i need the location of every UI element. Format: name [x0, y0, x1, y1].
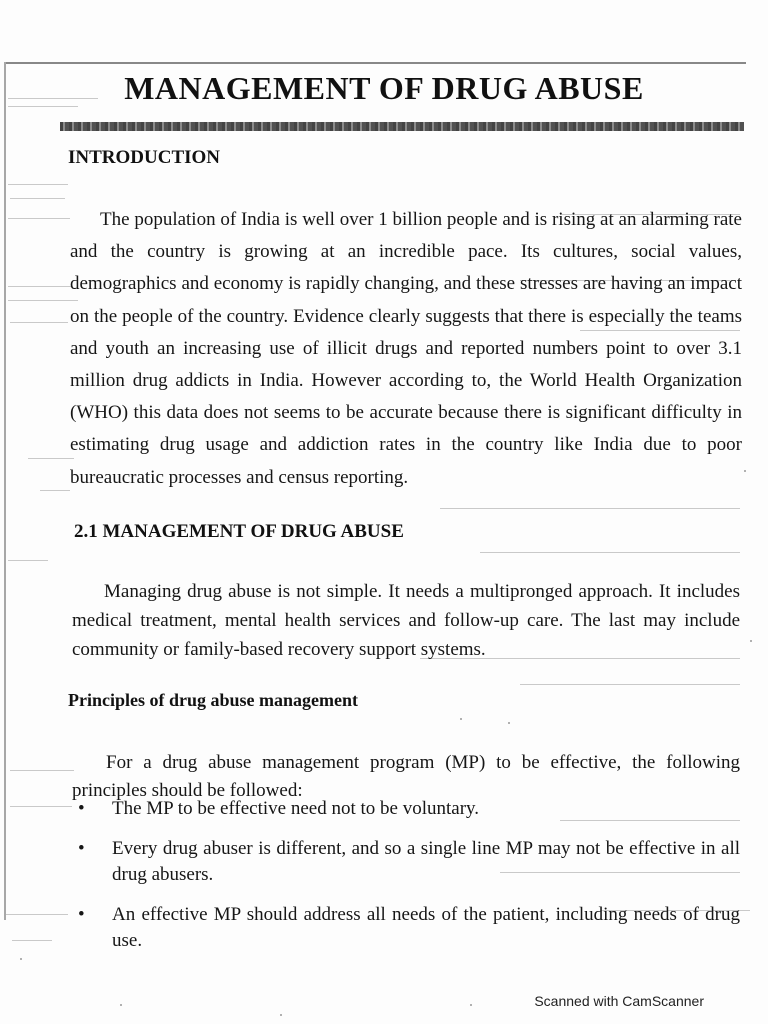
scan-streak	[10, 806, 72, 807]
scan-speck	[750, 640, 752, 642]
scan-streak	[10, 322, 68, 323]
scan-streak	[440, 508, 740, 509]
scan-streak	[8, 286, 72, 287]
scan-speck	[120, 1004, 122, 1006]
principles-list	[72, 796, 740, 968]
scan-speck	[470, 1004, 472, 1006]
page-top-rule	[6, 62, 746, 64]
principle-item-text: The MP to be effective need not to be voluntary.	[112, 798, 480, 819]
scan-streak	[10, 770, 74, 771]
title-underline-band	[60, 122, 744, 131]
principle-item	[72, 796, 740, 822]
principles-intro-paragraph: For a drug abuse management program (MP) to be effective, the following principles should be followed:	[72, 752, 740, 801]
principle-item	[72, 902, 740, 954]
bullet-icon: •	[78, 904, 85, 925]
scan-speck	[20, 958, 22, 960]
scan-streak	[8, 218, 70, 219]
scan-speck	[508, 722, 510, 724]
scan-streak	[12, 940, 52, 941]
principle-item	[72, 836, 740, 888]
scan-speck	[460, 718, 462, 720]
principle-item-text: An effective MP should address all needs of the patient, including needs of drug use.	[112, 904, 740, 951]
bullet-icon: •	[78, 798, 85, 819]
scan-streak	[8, 300, 78, 301]
scan-streak	[8, 560, 48, 561]
principles-heading: Principles of drug abuse management	[68, 690, 358, 710]
camscanner-watermark: Scanned with CamScanner	[534, 993, 704, 1009]
principle-item-text: Every drug abuser is different, and so a single line MP may not be effective in all drug abusers.	[112, 838, 740, 885]
scan-streak	[10, 198, 65, 199]
scan-speck	[280, 1014, 282, 1016]
section-2-1-paragraph: Managing drug abuse is not simple. It needs a multipronged approach. It includes medical treatment, mental health services and follow-up care. The last may include community or family-based recovery support systems.	[72, 581, 740, 660]
scan-streak	[40, 490, 70, 491]
scan-streak	[8, 184, 68, 185]
section-2-1-heading: 2.1 MANAGEMENT OF DRUG ABUSE	[74, 521, 404, 542]
introduction-paragraph: The population of India is well over 1 billion people and is rising at an alarming rate and the country is growing at an incredible pace. Its cultures, social values, demographics and economy is rapidly changing, and these stresses are having an impact on the people of the country. Evidence clearly suggests that there is especially the teams and youth an increasing use of illicit drugs and reported numbers point to over 3.1 million drug addicts in India. However according to, the World Health Organization (WHO) this data does not seems to be accurate because there is significant difficulty in estimating drug usage and addiction rates in the country like India due to poor bureaucratic processes and census reporting.	[70, 209, 742, 488]
scan-streak	[6, 914, 68, 915]
bullet-icon: •	[78, 838, 85, 859]
scan-streak	[480, 552, 740, 553]
scan-speck	[744, 470, 746, 472]
introduction-heading: INTRODUCTION	[68, 147, 221, 168]
page-left-border	[4, 62, 6, 920]
scan-streak	[28, 458, 74, 459]
page-title: MANAGEMENT OF DRUG ABUSE	[124, 70, 644, 106]
scan-streak	[520, 684, 740, 685]
